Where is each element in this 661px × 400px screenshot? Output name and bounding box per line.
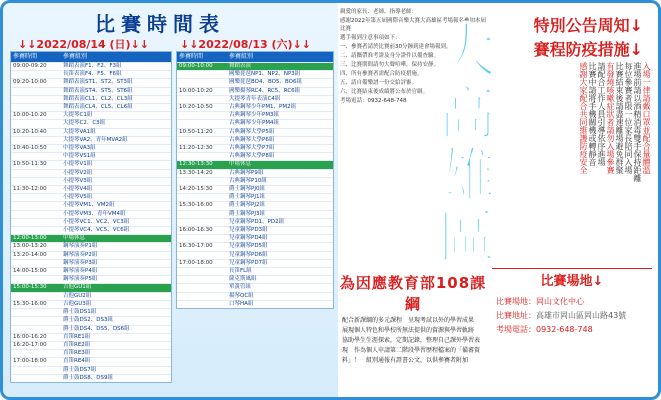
curriculum-box	[338, 270, 488, 394]
intro-paragraph: 四、所有參賽者需配合防疫措施。	[340, 71, 423, 77]
intro-paragraph: 二、請攜帶准考證及身分證件以備查驗。	[340, 53, 440, 59]
row-group: 中提琴VS1組	[63, 153, 96, 160]
row-group: 直笛RE1組	[63, 333, 91, 340]
row-time	[11, 227, 61, 234]
table-row	[11, 283, 171, 291]
row-group: 舞蹈表演	[229, 63, 252, 69]
phone-label: 考場電話：	[496, 325, 536, 334]
table-row	[11, 316, 171, 324]
table-row	[177, 283, 333, 291]
notice-line: 感謝大家配合共同維護防疫安全	[579, 62, 588, 174]
venue-label: 比賽場地：	[496, 297, 536, 306]
row-time: 10:40-10:50	[13, 145, 47, 152]
row-time	[177, 219, 227, 226]
date-day14: ↓↓2022/08/14 (日)↓↓	[18, 38, 150, 51]
table-row	[177, 87, 333, 95]
table-row	[177, 177, 333, 185]
row-time	[177, 96, 227, 103]
row-group: 大提琴VA2、青年MVA2組	[63, 136, 128, 143]
row-time	[177, 71, 227, 78]
table-row	[11, 357, 171, 365]
row-group: 吉他GU2組	[63, 292, 92, 299]
row-time: 10:20-10:40	[13, 128, 47, 135]
table-row	[177, 119, 333, 127]
table-row	[177, 267, 333, 275]
table-row	[177, 78, 333, 86]
address-value: 高雄市岡山區岡山路43號	[536, 311, 627, 320]
row-group: 爵士鋼琴PJ0組	[229, 186, 265, 193]
table-row	[11, 242, 171, 250]
row-group: 舞蹈表演CL1、CL2、CL3組	[63, 95, 133, 102]
row-time	[177, 268, 227, 275]
table-row	[177, 103, 333, 111]
notice-line: 入場一律請戴口罩並配合量體溫	[642, 62, 651, 174]
row-time: 13:30-14:20	[179, 169, 213, 176]
notice-body	[500, 62, 650, 262]
row-group: 古典鋼琴大學P7組	[229, 145, 275, 152]
table-row	[11, 160, 171, 168]
row-group: 古典鋼琴大學P5組	[229, 128, 275, 135]
notice-title-line1: 特別公告周知↓	[533, 16, 643, 35]
row-group: 大提琴青年表演C4組	[229, 95, 281, 102]
table-row	[11, 210, 171, 218]
intro-paragraph: 選手報到注意事項如下：	[340, 35, 401, 41]
table-row	[177, 259, 333, 267]
table-row	[11, 185, 171, 193]
row-group: 中提琴VA3組	[63, 145, 96, 152]
phone-value: 0932-648-748	[536, 325, 593, 334]
row-time	[177, 284, 227, 291]
row-group: 兒童鋼琴PD7組	[229, 259, 268, 266]
table-row	[11, 259, 171, 267]
row-group: 爵士鋼琴PJ3組	[229, 210, 265, 217]
table-row	[11, 70, 171, 78]
table-row	[11, 128, 171, 136]
row-time: 16:20-17:00	[13, 341, 47, 348]
row-time: 15:30-16:00	[13, 300, 47, 307]
notice-title	[534, 14, 643, 62]
table-header	[11, 52, 171, 62]
row-time: 14:20-15:30	[179, 186, 213, 193]
row-time	[177, 178, 227, 185]
table-row	[11, 193, 171, 201]
table-row	[177, 226, 333, 234]
row-group: 小提琴VC4、VC5、VC6組	[63, 227, 130, 234]
table-row	[11, 87, 171, 95]
row-group: 爵士鼓DS4、DS5、DS6組	[63, 325, 130, 332]
row-group: 舞蹈表演F1、F2、F3組	[63, 63, 122, 69]
header-time: 參賽時間	[13, 53, 38, 60]
table-row	[11, 78, 171, 86]
venue-value: 岡山文化中心	[536, 297, 584, 306]
table-row	[11, 103, 171, 111]
row-group: 小提琴VM1、VM2組	[63, 202, 115, 209]
table-row	[11, 152, 171, 160]
table-row	[11, 218, 171, 226]
row-group: 鋼琴演奏P3組	[63, 259, 98, 266]
table-row	[11, 201, 171, 209]
row-group: 爵士鼓DS2、DS3組	[63, 317, 113, 324]
table-row	[177, 144, 333, 152]
intro-paragraph: 親愛的家長、老師、指導老師：	[340, 9, 418, 15]
row-time: 12:30-13:30	[179, 161, 213, 168]
row-time	[11, 137, 61, 144]
row-group: 古典鋼琴少年PM3組	[229, 112, 280, 119]
row-group: 薩克斯風組	[229, 276, 257, 283]
row-group: 小提琴V1組	[63, 161, 93, 168]
venue-line-address	[496, 309, 652, 323]
row-time: 09:20-10:00	[13, 79, 47, 86]
row-group: 國樂琵琶NP1、NP2、NP3組	[229, 71, 301, 78]
row-time	[11, 170, 61, 177]
intro-paragraph: 一、參賽者請於比賽前30分鐘到達會場報到。	[340, 44, 452, 50]
table-header	[177, 52, 333, 62]
table-row	[177, 201, 333, 209]
venue-box	[492, 270, 652, 380]
notice-line: 比賽中請將手機關機或轉靜音	[588, 62, 597, 166]
notice-line: 比賽結束後請盡速離場避免群聚	[615, 62, 624, 174]
row-time	[177, 137, 227, 144]
table-row	[11, 267, 171, 275]
table-row	[11, 144, 171, 152]
venue-line-place	[496, 295, 652, 309]
row-time	[11, 219, 61, 226]
row-group: 單簧管組	[229, 284, 252, 291]
row-time	[11, 120, 61, 127]
row-group: 小提琴V2組	[63, 169, 93, 176]
row-time: 10:00-10:20	[13, 112, 47, 119]
row-time: 10:20-10:50	[179, 104, 213, 111]
date-day13: ↓↓2022/08/13 (六)↓↓	[180, 38, 312, 51]
table-row	[11, 95, 171, 103]
row-group: 吉他GU3組	[63, 300, 92, 307]
table-row	[177, 185, 333, 193]
row-time: 12:00-13:00	[13, 235, 47, 242]
table-row	[11, 366, 171, 374]
notice-line: 進場前請以酒精消毒雙手保持距離	[633, 62, 642, 182]
row-time	[11, 71, 61, 78]
row-group: 小提琴V3組	[63, 177, 93, 184]
row-time: 17:00-18:00	[179, 259, 213, 266]
row-group: 古典鋼琴少年PM1、PM2組	[229, 104, 297, 111]
row-time	[177, 211, 227, 218]
table-row	[177, 251, 333, 259]
row-time	[11, 178, 61, 185]
table-row	[11, 341, 171, 349]
row-group: 舞蹈表演ST1、ST2、ST3組	[63, 79, 133, 86]
row-time	[177, 252, 227, 259]
notice-line: 每位參賽者限一位家長陪同入場	[624, 62, 633, 174]
row-group: 直笛RE4組	[63, 358, 91, 365]
row-time	[177, 112, 227, 119]
table-row	[11, 300, 171, 308]
header-group: 參賽組別	[229, 53, 254, 60]
row-group: 鋼琴演奏P5組	[63, 276, 98, 283]
row-time	[177, 301, 227, 308]
row-time	[11, 326, 61, 333]
row-time: 11:20-12:30	[179, 145, 213, 152]
row-time	[11, 375, 61, 382]
table-row	[11, 275, 171, 283]
row-time: 10:50-11:20	[179, 128, 213, 135]
row-time	[11, 367, 61, 374]
table-row	[11, 374, 171, 382]
row-group: 兒童鋼琴PD4組	[229, 235, 268, 242]
row-group: 口琴HA組	[229, 300, 254, 307]
row-time	[177, 153, 227, 160]
row-time	[177, 194, 227, 201]
header-time: 參賽時間	[179, 53, 204, 60]
table-row	[11, 349, 171, 357]
intro-paragraph: 考場電話：0932-648-748	[340, 98, 407, 104]
row-time	[11, 276, 61, 283]
table-row	[177, 128, 333, 136]
table-row	[177, 218, 333, 226]
notice-title-line2: 賽程防疫措施↓	[533, 40, 643, 59]
row-group: 小提琴V4組	[63, 186, 93, 193]
address-label: 比賽地址：	[496, 311, 536, 320]
row-time: 15:00-15:30	[13, 284, 47, 291]
row-time: 11:30-12:00	[13, 186, 47, 193]
row-time	[11, 211, 61, 218]
region-vertical-title: 大高雄區	[428, 20, 496, 268]
row-group: 兒童鋼琴PD5組	[229, 243, 268, 250]
row-time	[11, 153, 61, 160]
row-group: 長笛表演F4、F5、F6組	[63, 71, 122, 78]
row-time	[11, 96, 61, 103]
intro-paragraph: 三、比賽期間請勿大聲喧嘩，保持安靜。	[340, 62, 440, 68]
row-time	[177, 120, 227, 127]
row-group: 古典鋼琴P10組	[229, 177, 267, 184]
curriculum-title: 為因應教育部108課綱	[339, 274, 487, 313]
table-row	[177, 70, 333, 78]
row-group: 國樂揚琴RC4、RC5、RC6組	[229, 87, 301, 94]
row-time: 17:00-18:00	[13, 358, 47, 365]
row-group: 大提琴VA1組	[63, 128, 96, 135]
row-group: 兒童鋼琴PD1、PD2組	[229, 218, 285, 225]
row-group: 吉他GU1組	[63, 284, 92, 291]
row-group: 爵士鋼琴PJ1組	[229, 194, 265, 201]
table-row	[177, 234, 333, 242]
row-group: 揚琴OC組	[229, 292, 254, 299]
row-group: 小提琴VC1、VC2、VC3組	[63, 218, 130, 225]
row-time	[177, 79, 227, 86]
row-time: 14:00-15:00	[13, 268, 47, 275]
schedule-table-day13	[176, 51, 334, 309]
row-time	[11, 260, 61, 267]
row-group: 鋼琴演奏P4組	[63, 268, 98, 275]
row-time	[11, 317, 61, 324]
table-row	[11, 177, 171, 185]
notice-line: 有發燒咳嗽症狀者請勿入場參賽	[606, 62, 615, 174]
table-row	[177, 210, 333, 218]
row-group: 鋼琴演奏P2組	[63, 251, 98, 258]
row-group: 國樂琵琶BO4、BO5、BO6組	[229, 79, 303, 86]
row-time: 10:50-11:30	[13, 161, 47, 168]
row-time: 16:00-16:30	[179, 227, 213, 234]
table-row	[177, 292, 333, 300]
row-time: 16:30-17:00	[179, 243, 213, 250]
table-row	[11, 119, 171, 127]
row-time	[11, 309, 61, 316]
row-group: 爵士鼓DS1組	[63, 309, 97, 316]
table-row	[177, 111, 333, 119]
table-row	[177, 160, 333, 168]
row-group: 中場休息	[63, 235, 86, 242]
table-row	[177, 300, 333, 308]
schedule-title: 比賽時間表	[95, 12, 225, 36]
divider	[492, 268, 652, 269]
table-row	[11, 226, 171, 234]
row-time: 09:00-09:20	[13, 63, 47, 69]
row-group: 中場休息	[229, 161, 252, 168]
table-row	[177, 275, 333, 283]
row-group: 舞蹈表演ST4、ST5、ST6組	[63, 87, 133, 94]
row-time	[11, 104, 61, 111]
table-row	[11, 62, 171, 70]
venue-title: 比賽場地↓	[540, 274, 604, 289]
row-group: 小提琴V5組	[63, 194, 93, 201]
row-time: 16:00-16:20	[13, 333, 47, 340]
table-row	[177, 193, 333, 201]
row-group: 爵士鋼琴PJ2組	[229, 202, 265, 209]
row-time	[177, 276, 227, 283]
row-time: 13:00-13:20	[13, 243, 47, 250]
row-group: 直笛RE3組	[63, 350, 91, 357]
row-time	[11, 194, 61, 201]
table-row	[177, 62, 333, 70]
row-group: 鋼琴演奏P1組	[63, 243, 98, 250]
row-group: 舞蹈表演CL4、CL5、CL6組	[63, 104, 133, 111]
row-time	[11, 350, 61, 357]
intro-paragraph: 六、比賽結束後成績將公布於官網。	[340, 89, 429, 95]
table-row	[11, 111, 171, 119]
row-group: 兒童鋼琴PD6組	[229, 251, 268, 258]
row-group: 長笛FL組	[229, 268, 252, 275]
row-time: 09:00-10:00	[179, 63, 213, 69]
row-time	[177, 235, 227, 242]
row-time	[11, 202, 61, 209]
row-group: 直笛RE2組	[63, 341, 91, 348]
row-group: 爵士鼓DS8、DS9組	[63, 374, 113, 381]
table-row	[11, 292, 171, 300]
header-group: 參賽組別	[63, 53, 88, 60]
table-row	[11, 169, 171, 177]
row-group: 古典鋼琴P9組	[229, 169, 264, 176]
table-row	[11, 308, 171, 316]
row-group: 爵士鼓DS7組	[63, 366, 97, 373]
schedule-table-day14	[10, 51, 172, 383]
row-time	[11, 88, 61, 95]
venue-line-phone	[496, 323, 652, 337]
table-row	[177, 136, 333, 144]
row-group: 古典鋼琴少年PM4組	[229, 120, 280, 127]
table-row	[11, 325, 171, 333]
table-row	[177, 169, 333, 177]
table-row	[11, 136, 171, 144]
curriculum-text: 配合新課綱的多元課程 呈現考試以外的學習成果 展現個人特色和學校所無法提供的資源與學習軌跡 協助學生生涯探索，定期記錄，整理自己課外學習表現 作為個人申請第二階段學習歷程檔案的「備審資料」！ 組別通報有證書公文，以供參賽者附加	[342, 317, 481, 364]
row-group: 古典鋼琴大學P8組	[229, 153, 275, 160]
table-row	[11, 333, 171, 341]
row-time: 13:20-14:00	[13, 251, 47, 258]
notice-line: 請配合工作人員引導依序進場	[597, 62, 606, 166]
table-row	[11, 234, 171, 242]
row-group: 大提琴C2、C3組	[63, 120, 106, 127]
row-time	[11, 293, 61, 300]
table-row	[177, 95, 333, 103]
row-group: 兒童鋼琴PD3組	[229, 227, 268, 234]
intro-paragraph: 感謝2022年第五屆國際音樂大賽大高雄區考場報名參加本屆比賽	[340, 18, 486, 32]
table-row	[177, 242, 333, 250]
row-group: 大提琴C1組	[63, 112, 93, 119]
table-row	[11, 251, 171, 259]
intro-paragraph: 五、請自備樂譜一份交給評審。	[340, 80, 418, 86]
row-time	[177, 293, 227, 300]
table-row	[177, 152, 333, 160]
row-time: 15:30-16:00	[179, 202, 213, 209]
row-group: 小提琴VM3、青年VM4組	[63, 210, 126, 217]
row-group: 古典鋼琴大學P6組	[229, 136, 275, 143]
row-time: 10:00-10:20	[179, 87, 213, 94]
